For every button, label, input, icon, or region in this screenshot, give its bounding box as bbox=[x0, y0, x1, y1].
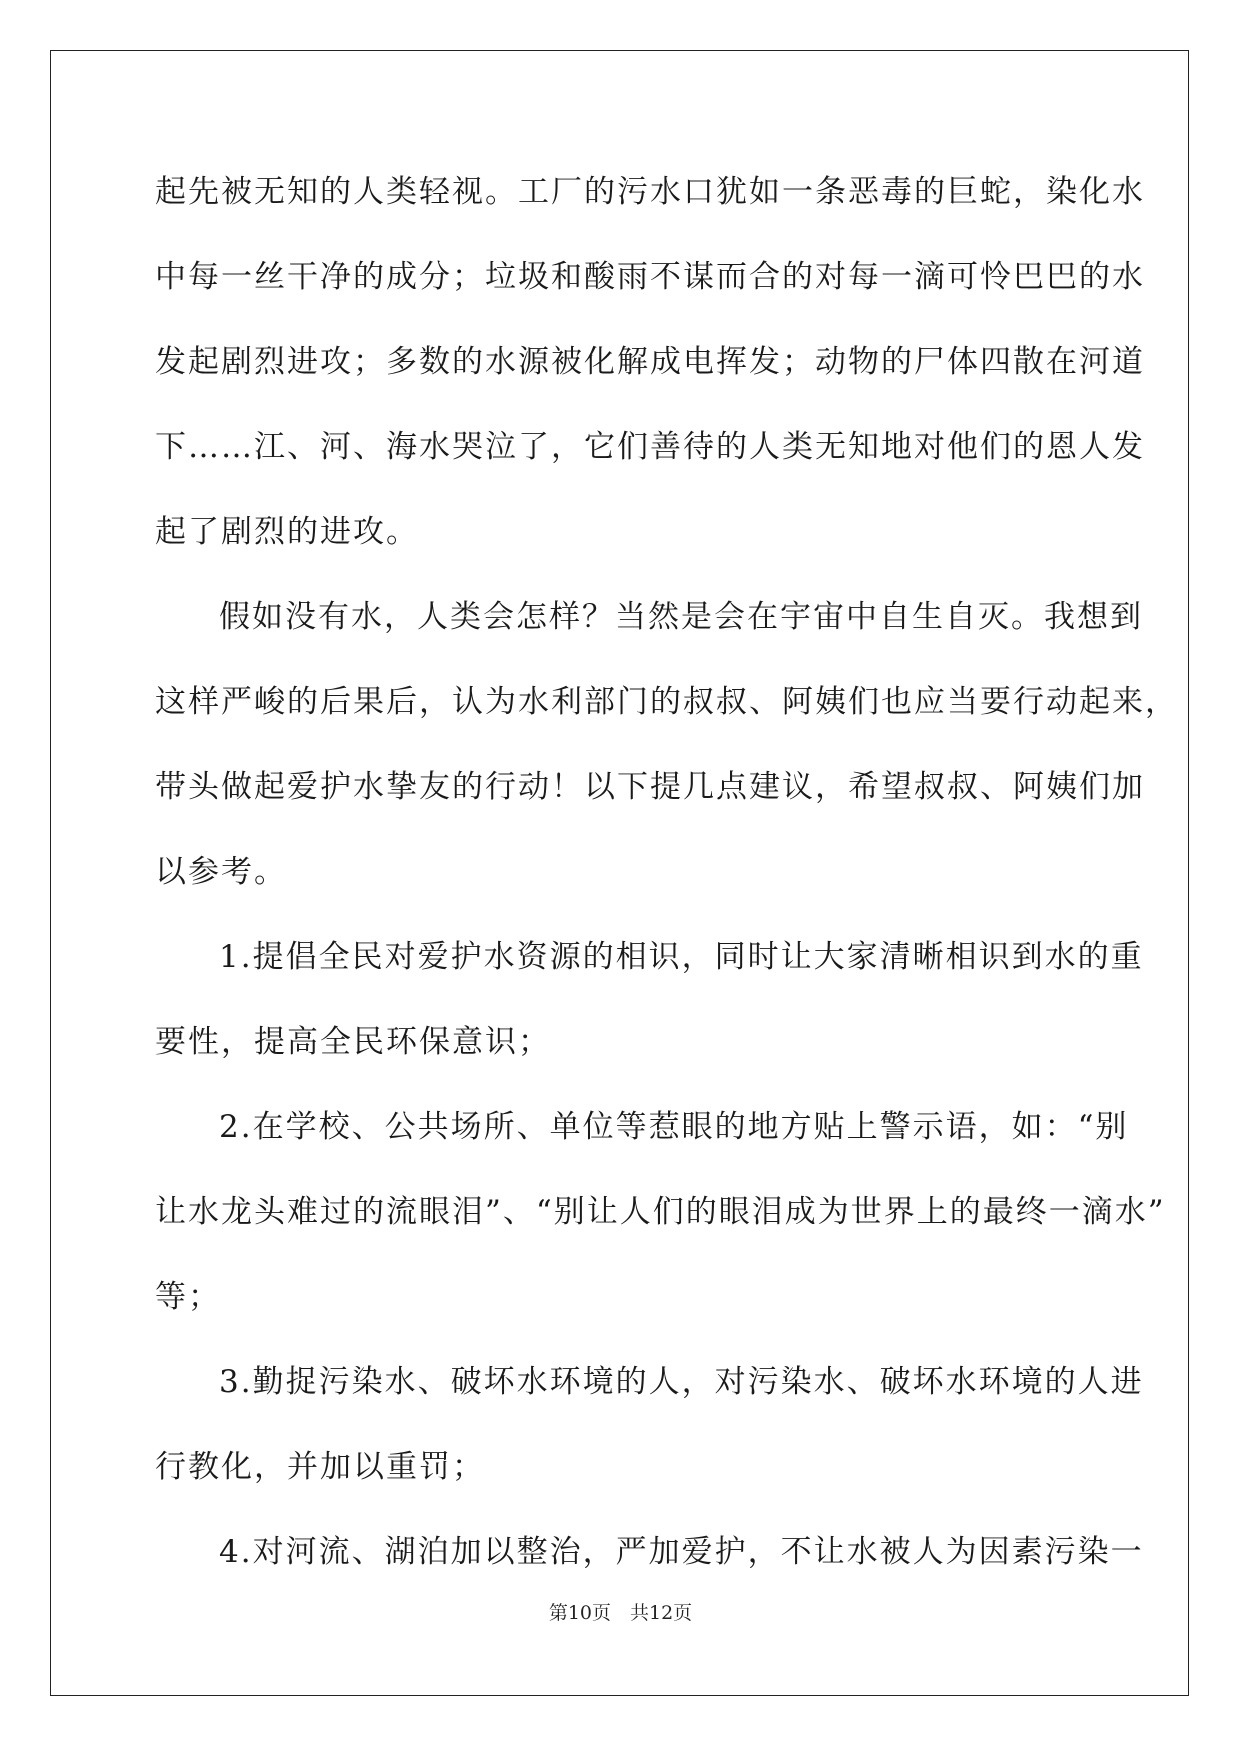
list-item-2: 2.在学校、公共场所、单位等惹眼的地方贴上警示语，如：“别 bbox=[219, 1109, 1129, 1145]
list-item-3: 3.勤捉污染水、破坏水环境的人，对污染水、破坏水环境的人进 bbox=[219, 1364, 1144, 1400]
text-line: 假如没有水，人类会怎样？当然是会在宇宙中自生自灭。我想到 bbox=[219, 599, 1143, 635]
text-line: 以参考。 bbox=[155, 854, 287, 890]
document-body bbox=[155, 150, 1178, 1595]
text-line: 起先被无知的人类轻视。工厂的污水口犹如一条恶毒的巨蛇，染化水 bbox=[155, 174, 1145, 210]
text-line: 这样严峻的后果后，认为水利部门的叔叔、阿姨们也应当要行动起来， bbox=[155, 684, 1178, 720]
list-item-1: 1.提倡全民对爱护水资源的相识，同时让大家清晰相识到水的重 bbox=[219, 939, 1144, 975]
text-line: 行教化，并加以重罚； bbox=[155, 1449, 485, 1485]
page-number-footer: 第10页 共12页 bbox=[548, 1602, 693, 1624]
text-line: 带头做起爱护水挚友的行动！以下提几点建议，希望叔叔、阿姨们加 bbox=[155, 769, 1145, 805]
text-line: 起了剧烈的进攻。 bbox=[155, 514, 419, 550]
text-line: 等； bbox=[155, 1279, 221, 1315]
text-line: 发起剧烈进攻；多数的水源被化解成电挥发；动物的尸体四散在河道 bbox=[155, 344, 1145, 380]
text-line: 要性，提高全民环保意识； bbox=[155, 1024, 551, 1060]
text-line: 让水龙头难过的流眼泪”、“别让人们的眼泪成为世界上的最终一滴水” bbox=[155, 1194, 1166, 1230]
text-line: 下……江、河、海水哭泣了，它们善待的人类无知地对他们的恩人发 bbox=[155, 429, 1145, 465]
text-line: 中每一丝干净的成分；垃圾和酸雨不谋而合的对每一滴可怜巴巴的水 bbox=[155, 259, 1145, 295]
list-item-4: 4.对河流、湖泊加以整治，严加爱护，不让水被人为因素污染一 bbox=[219, 1534, 1144, 1570]
